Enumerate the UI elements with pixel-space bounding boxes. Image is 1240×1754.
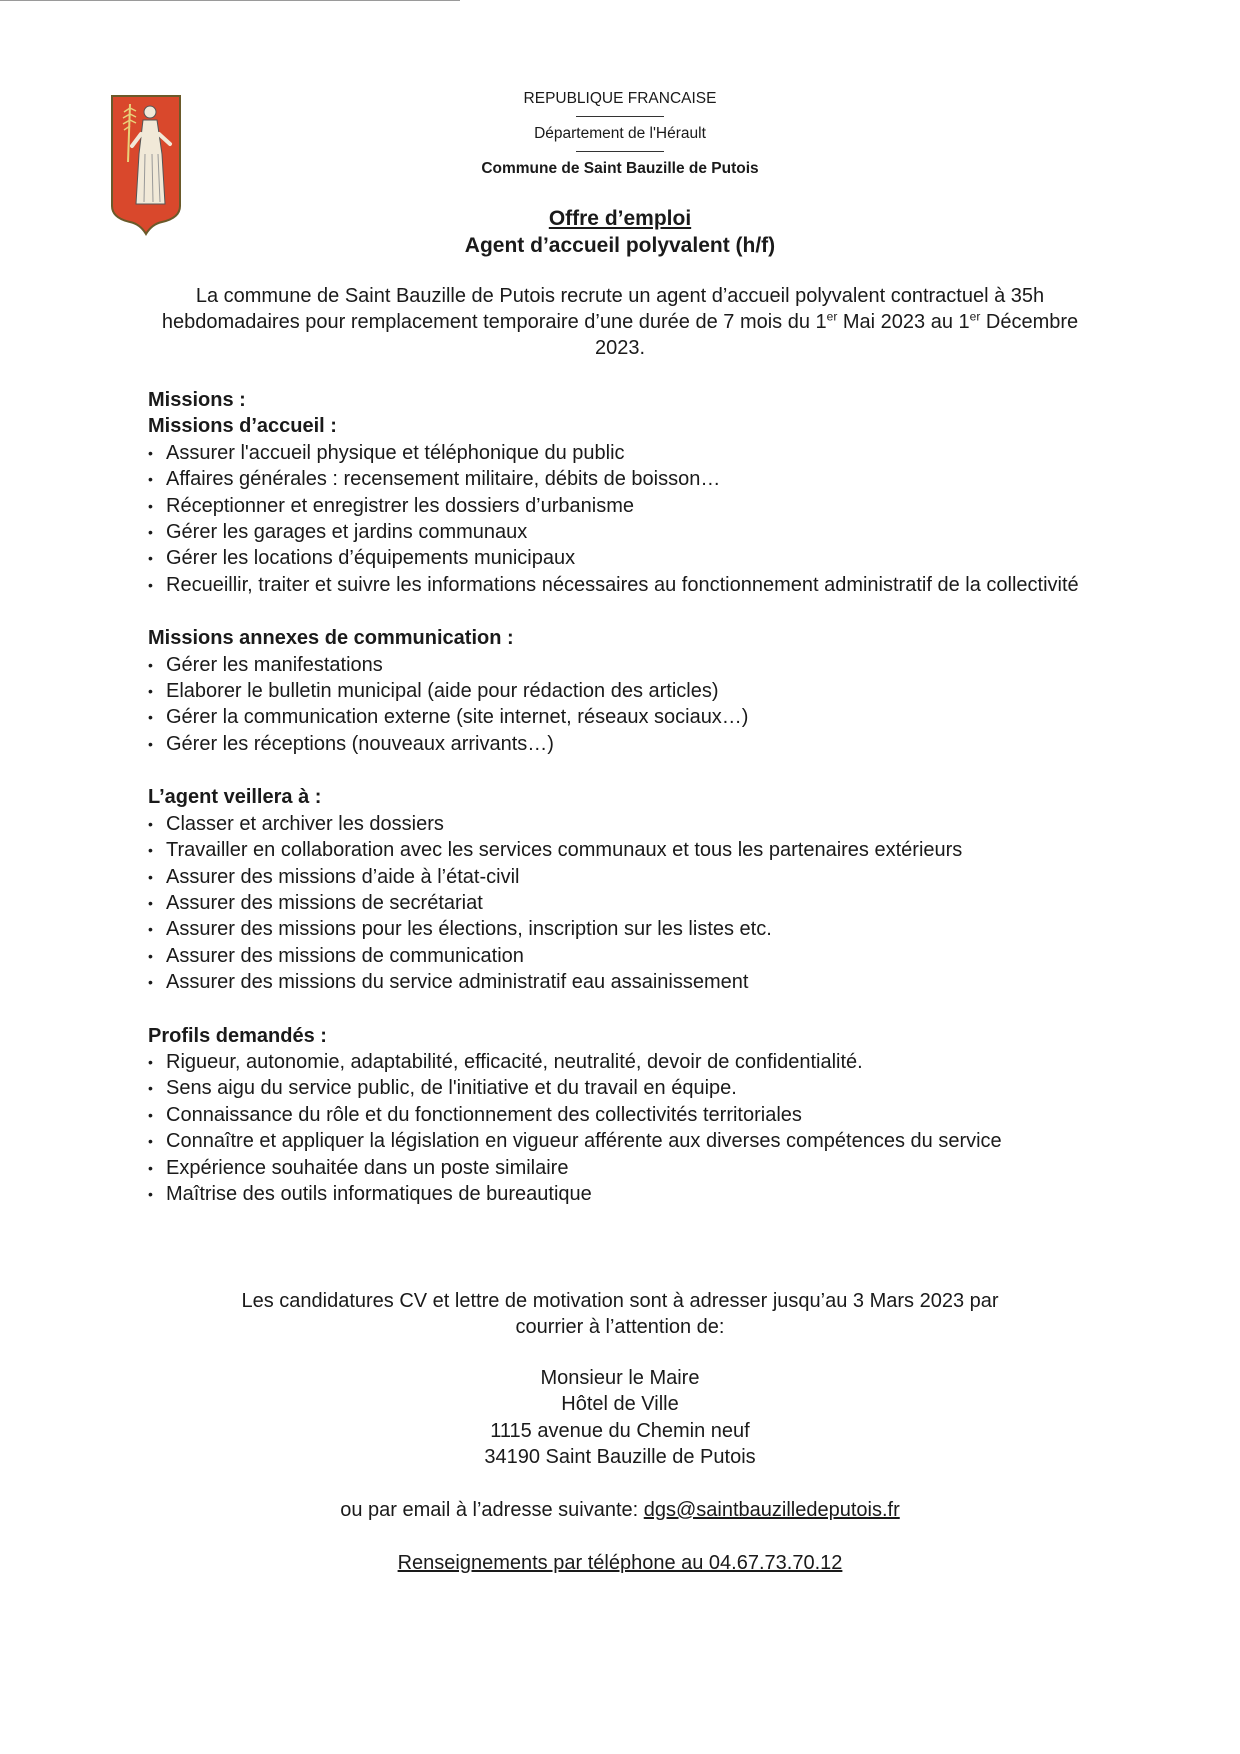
section-heading: L’agent veillera à : — [148, 786, 322, 809]
list-item: • Connaître et appliquer la législation en vigueur afférente aux diverses compétences du service — [148, 1128, 1098, 1154]
intro-paragraph — [150, 283, 1090, 361]
list-item: • Assurer des missions du service administratif eau assainissement — [148, 969, 1098, 995]
section-missions — [148, 387, 1098, 598]
list-item: • Assurer l'accueil physique et téléphonique du public — [148, 440, 1098, 466]
list-item: • Gérer les réceptions (nouveaux arrivants…) — [148, 731, 1098, 757]
list-item: • Gérer les locations d’équipements municipaux — [148, 545, 1098, 571]
superscript: er — [969, 309, 981, 324]
section-subheading: Missions d’accueil : — [148, 415, 337, 438]
list-item: • Rigueur, autonomie, adaptabilité, efficacité, neutralité, devoir de confidentialité. — [148, 1049, 1098, 1075]
commune-label: Commune de Saint Bauzille de Putois — [481, 160, 759, 177]
page-title: Offre d’emploi — [548, 207, 692, 230]
profils-list — [148, 1049, 1098, 1207]
section-heading: Profils demandés : — [148, 1024, 327, 1047]
republic-label: REPUBLIQUE FRANCAISE — [523, 90, 717, 107]
scan-edge-line — [0, 0, 460, 1]
veillera-list — [148, 811, 1098, 996]
address-line: 1115 avenue du Chemin neuf — [490, 1419, 750, 1442]
list-item: • Assurer des missions de communication — [148, 943, 1098, 969]
list-item: • Connaissance du rôle et du fonctionnement des collectivités territoriales — [148, 1102, 1098, 1128]
header-divider — [576, 151, 664, 152]
intro-text: La commune de Saint Bauzille de Putois recrute un agent d’accueil polyvalent contractuel à 35h hebdomadaires pour remplacement temporaire d’une durée de 7 mois du 1 — [161, 285, 1045, 333]
department-label: Département de l'Hérault — [534, 125, 706, 142]
section-profils — [148, 1023, 1098, 1208]
section-veillera — [148, 784, 1098, 995]
list-item: • Gérer la communication externe (site internet, réseaux sociaux…) — [148, 704, 1098, 730]
content-body — [148, 387, 1098, 1234]
intro-text: Décembre 2023. — [594, 311, 1079, 359]
phone-info: Renseignements par téléphone au 04.67.73.70.12 — [397, 1552, 843, 1574]
section-heading: Missions : — [148, 389, 246, 411]
list-item: • Expérience souhaitée dans un poste similaire — [148, 1155, 1098, 1181]
superscript: er — [826, 309, 838, 324]
address-line: Hôtel de Ville — [561, 1393, 679, 1416]
application-text: courrier à l’attention de: — [515, 1316, 725, 1339]
list-item: • Assurer des missions pour les élections, inscription sur les listes etc. — [148, 916, 1098, 942]
list-item: • Travailler en collaboration avec les services communaux et tous les partenaires extérieurs — [148, 837, 1098, 863]
list-item: • Sens aigu du service public, de l'initiative et du travail en équipe. — [148, 1075, 1098, 1101]
accueil-list — [148, 440, 1098, 598]
list-item: • Réceptionner et enregistrer les dossiers d’urbanisme — [148, 493, 1098, 519]
title-block — [140, 206, 1100, 260]
list-item: • Assurer des missions de secrétariat — [148, 890, 1098, 916]
list-item: • Affaires générales : recensement militaire, débits de boisson… — [148, 466, 1098, 492]
address-line: 34190 Saint Bauzille de Putois — [484, 1446, 756, 1469]
header-divider — [576, 116, 664, 117]
list-item: • Gérer les manifestations — [148, 652, 1098, 678]
list-item: • Maîtrise des outils informatiques de bureautique — [148, 1181, 1098, 1207]
email-link[interactable]: dgs@saintbauzilledeputois.fr — [643, 1499, 900, 1521]
application-text: Les candidatures CV et lettre de motivation sont à adresser jusqu’au 3 Mars 2023 par — [241, 1290, 999, 1312]
address-line: Monsieur le Maire — [540, 1367, 700, 1389]
list-item: • Recueillir, traiter et suivre les informations nécessaires au fonctionnement administratif de la collectivité — [148, 572, 1098, 598]
section-heading: Missions annexes de communication : — [148, 627, 514, 650]
list-item: • Classer et archiver les dossiers — [148, 811, 1098, 837]
application-block — [140, 1288, 1100, 1341]
header-block — [420, 90, 820, 178]
section-communication — [148, 625, 1098, 757]
intro-text: Mai 2023 au 1 — [837, 311, 970, 333]
list-item: • Elaborer le bulletin municipal (aide pour rédaction des articles) — [148, 678, 1098, 704]
email-block — [140, 1497, 1100, 1523]
communication-list — [148, 652, 1098, 758]
address-block — [140, 1365, 1100, 1471]
email-prefix: ou par email à l’adresse suivante: — [340, 1499, 644, 1521]
phone-block — [140, 1550, 1100, 1576]
list-item: • Assurer des missions d’aide à l’état-civil — [148, 864, 1098, 890]
list-item: • Gérer les garages et jardins communaux — [148, 519, 1098, 545]
job-title: Agent d’accueil polyvalent (h/f) — [464, 234, 776, 257]
